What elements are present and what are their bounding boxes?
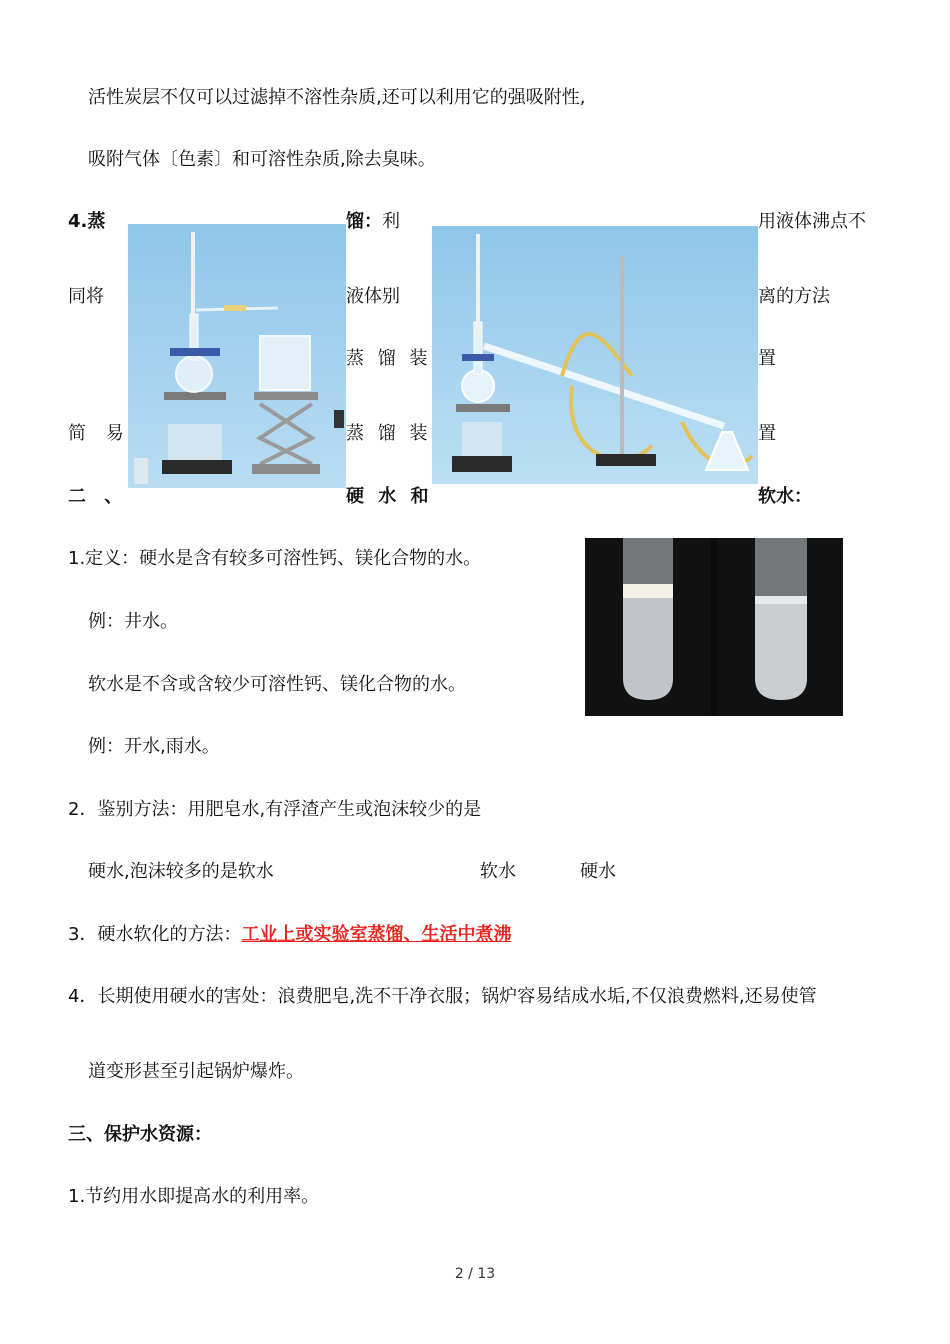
text-fragment: 同将 xyxy=(68,286,104,307)
soap-test-tubes-photo xyxy=(585,538,843,716)
text-fragment: 液体别 xyxy=(346,286,400,307)
distillation-apparatus-photo xyxy=(128,224,346,488)
page-number: 2 / 13 xyxy=(454,1266,496,1282)
text-line: 硬水,泡沫较多的是软水 xyxy=(88,861,274,882)
text-line: 例：开水,雨水。 xyxy=(88,736,220,757)
section-heading: 硬 水 和 xyxy=(346,486,429,507)
text-line: 3．硬水软化的方法：工业上或实验室蒸馏、生活中煮沸 xyxy=(68,924,512,945)
section-heading: 二 、 xyxy=(68,486,123,507)
text-line: 1.定义：硬水是含有较多可溶性钙、镁化合物的水。 xyxy=(68,548,482,569)
text-fragment: 简 易 xyxy=(68,423,124,444)
text-fragment: 馏：利 xyxy=(346,211,400,232)
section-heading: 软水： xyxy=(758,486,812,507)
text-fragment: 蒸 馏 装 xyxy=(346,423,428,444)
photo-caption-soft-water: 软水 xyxy=(480,861,516,882)
text-fragment: 置 xyxy=(758,423,776,444)
text-line: 4．长期使用硬水的害处：浪费肥皂,洗不干净衣服；锅炉容易结成水垢,不仅浪费燃料,还易使管 xyxy=(68,986,817,1007)
text-line: 道变形甚至引起锅炉爆炸。 xyxy=(88,1061,304,1082)
text-line: 软水是不含或含较少可溶性钙、镁化合物的水。 xyxy=(88,674,466,695)
text-fragment: 置 xyxy=(758,348,776,369)
text-fragment: 蒸 馏 装 xyxy=(346,348,428,369)
distillation-condenser-photo xyxy=(432,226,758,484)
text-line: 活性炭层不仅可以过滤掉不溶性杂质,还可以利用它的强吸附性, xyxy=(88,87,586,108)
highlighted-answer: 工业上或实验室蒸馏、生活中煮沸 xyxy=(241,924,512,945)
text-line: 1.节约用水即提高水的利用率。 xyxy=(68,1186,320,1207)
section-heading: 4.蒸 xyxy=(68,211,106,232)
photo-caption-hard-water: 硬水 xyxy=(580,861,616,882)
text-line: 2．鉴别方法：用肥皂水,有浮渣产生或泡沫较少的是 xyxy=(68,799,482,820)
text-fragment: 离的方法 xyxy=(758,286,830,307)
text-line: 例：井水。 xyxy=(88,611,178,632)
text-line: 吸附气体〔色素〕和可溶性杂质,除去臭味。 xyxy=(88,149,436,170)
text-fragment: 用液体沸点不 xyxy=(758,211,866,232)
section-heading: 三、保护水资源： xyxy=(68,1124,212,1145)
